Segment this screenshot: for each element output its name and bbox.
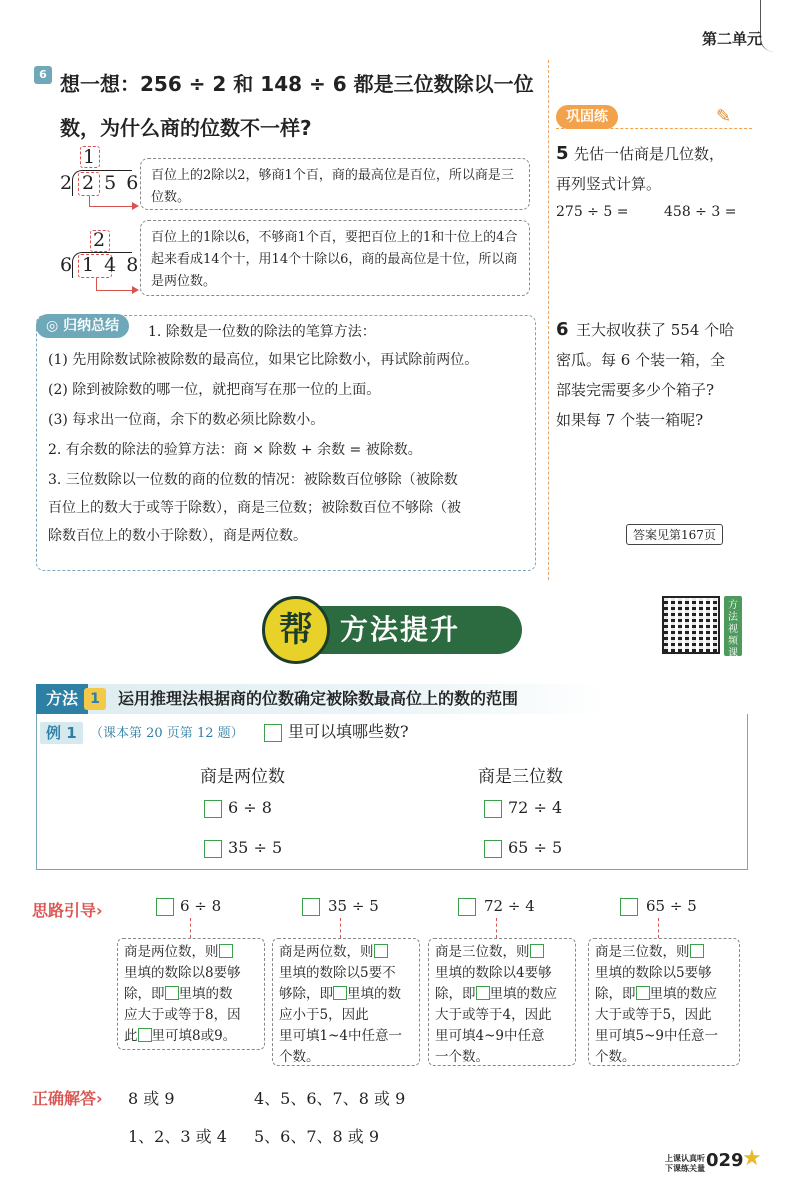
guide-note: 商是三位数，则 里填的数除以4要够 除，即 里填的数应 大于或等于4，因此 里可填4~9中任意 一个数。 — [428, 938, 576, 1066]
answer-value: 5、6、7、8 或 9 — [254, 1127, 380, 1146]
footer-slogan: 上课认真听 下课练关量 — [665, 1154, 705, 1173]
summary-line: 除数百位上的数小于除数），商是两位数。 — [48, 528, 307, 544]
expression: 458 ÷ 3 = — [664, 204, 737, 220]
expression: 35 ÷ 5 — [228, 838, 283, 857]
divisor: 6 — [60, 254, 73, 276]
method-number: 1 — [84, 688, 106, 710]
answer-reference: 答案见第167页 — [626, 524, 723, 545]
divisor: 2 — [60, 172, 73, 194]
explanation-note: 百位上的2除以2，够商1个百，商的最高位是百位，所以商是三位数。 — [140, 158, 530, 210]
answer-value: 1、2、3 或 4 — [128, 1127, 227, 1146]
expression: 72 ÷ 4 — [508, 798, 563, 817]
quotient: 2 — [93, 229, 106, 251]
blank-box[interactable] — [476, 986, 490, 1000]
method-title: 运用推理法根据商的位数确定被除数最高位上的数的范围 — [118, 689, 519, 708]
question-text: 部装完需要多少个箱子? — [556, 381, 715, 399]
banner-title: 方法提升 — [340, 613, 461, 646]
guide-connector — [496, 918, 497, 938]
blank-box[interactable] — [690, 944, 704, 958]
banner-char: 帮 — [279, 610, 313, 650]
star-icon: ★ — [742, 1146, 762, 1171]
guide-note: 商是两位数，则 里填的数除以5要不 够除，即 里填的数 应小于5，因此 里可填1~4中任意一 个数。 — [272, 938, 420, 1066]
summary-line: (2) 除到被除数的哪一位，就把商写在那一位的上面。 — [48, 382, 381, 398]
dividend: 2 5 6 — [82, 172, 141, 194]
blank-box[interactable] — [530, 944, 544, 958]
question-text: 先估一估商是几位数， — [574, 145, 725, 163]
blank-box[interactable] — [458, 898, 476, 916]
blank-box[interactable] — [204, 840, 222, 858]
summary-line: 百位上的数大于或等于除数），商是三位数；被除数百位不够除（被 — [48, 500, 461, 516]
summary-line: (3) 每求出一位商，余下的数必须比除数小。 — [48, 412, 325, 428]
blank-box[interactable] — [484, 800, 502, 818]
quotient: 1 — [83, 146, 96, 168]
practice-tag: 巩固练 — [556, 105, 618, 129]
blank-box[interactable] — [264, 724, 282, 742]
answer-value: 8 或 9 — [128, 1089, 175, 1108]
think-question: 想一想：256 ÷ 2 和 148 ÷ 6 都是三位数除以一位数，为什么商的位数不一样? — [60, 72, 534, 140]
blank-box[interactable] — [636, 986, 650, 1000]
question-text: 密瓜。每 6 个装一箱，全 — [556, 351, 726, 369]
question-text: 王大叔收获了 554 个哈 — [576, 321, 735, 339]
arrowhead-icon — [132, 202, 139, 210]
blank-box[interactable] — [484, 840, 502, 858]
summary-line: 2. 有余数的除法的验算方法：商 × 除数 + 余数 = 被除数。 — [48, 442, 422, 458]
guide-expression: 35 ÷ 5 — [328, 897, 379, 915]
guide-expression: 72 ÷ 4 — [484, 897, 535, 915]
guide-note: 商是两位数，则 里填的数除以8要够 除，即 里填的数 应大于或等于8，因 此 里可填8或9。 — [117, 938, 265, 1050]
arrow-line — [89, 206, 133, 207]
question-number: 5 — [556, 143, 569, 164]
practice-underline — [556, 128, 752, 129]
think-icon: 6 — [34, 66, 52, 84]
unit-title: 第二单元 — [701, 30, 762, 48]
guide-connector — [190, 918, 191, 938]
blank-box[interactable] — [333, 986, 347, 1000]
guide-expression: 65 ÷ 5 — [646, 897, 697, 915]
blank-box[interactable] — [374, 944, 388, 958]
blank-box[interactable] — [138, 1028, 152, 1042]
arrowhead-icon — [132, 286, 139, 294]
column-heading: 商是两位数 — [200, 767, 285, 787]
example-tag: 例 1 — [40, 722, 83, 744]
guide-expression: 6 ÷ 8 — [180, 897, 222, 915]
summary-tag: ◎ 归纳总结 — [36, 314, 129, 338]
blank-box[interactable] — [620, 898, 638, 916]
explanation-note: 百位上的1除以6，不够商1个百，要把百位上的1和十位上的4合起来看成14个十，用14个十除以6，商的最高位是十位，所以商是两位数。 — [140, 220, 530, 296]
arrow-line — [89, 196, 90, 206]
arrow-line — [96, 278, 97, 290]
question-text: 如果每 7 个装一箱呢? — [556, 411, 704, 429]
expression: 65 ÷ 5 — [508, 838, 563, 857]
blank-box[interactable] — [219, 944, 233, 958]
guide-connector — [340, 918, 341, 938]
page-number: 029 — [706, 1150, 744, 1171]
answer-label: 正确解答› — [32, 1089, 103, 1108]
answer-value: 4、5、6、7、8 或 9 — [254, 1089, 406, 1108]
guide-note: 商是三位数，则 里填的数除以5要够 除，即 里填的数应 大于或等于5，因此 里可填5~9中任意一 个数。 — [588, 938, 740, 1066]
arrow-line — [96, 290, 133, 291]
dividend: 1 4 8 — [82, 254, 141, 276]
question-number: 6 — [556, 319, 569, 340]
page-corner-decoration — [760, 0, 774, 52]
blank-box[interactable] — [165, 986, 179, 1000]
blank-box[interactable] — [156, 898, 174, 916]
qr-pattern — [664, 598, 718, 652]
column-heading: 商是三位数 — [478, 767, 563, 787]
summary-line: 1. 除数是一位数的除法的笔算方法： — [148, 324, 376, 340]
expression: 275 ÷ 5 = — [556, 204, 629, 220]
example-source: （课本第 20 页第 12 题） — [90, 726, 244, 741]
qr-label: 方法视频课 — [724, 596, 742, 656]
expression: 6 ÷ 8 — [228, 798, 272, 817]
blank-box[interactable] — [302, 898, 320, 916]
summary-line: (1) 先用除数试除被除数的最高位，如果它比除数小，再试除前两位。 — [48, 352, 479, 368]
summary-line: 3. 三位数除以一位数的商的位数的情况：被除数百位够除（被除数 — [48, 472, 458, 488]
column-divider — [548, 60, 549, 580]
guide-connector — [658, 918, 659, 938]
guide-label: 思路引导› — [32, 901, 103, 920]
question-text: 再列竖式计算。 — [556, 175, 662, 193]
example-question: 里可以填哪些数? — [288, 722, 409, 741]
method-tag: 方法 — [36, 684, 88, 714]
blank-box[interactable] — [204, 800, 222, 818]
pencil-icon: ✎ — [716, 106, 732, 127]
